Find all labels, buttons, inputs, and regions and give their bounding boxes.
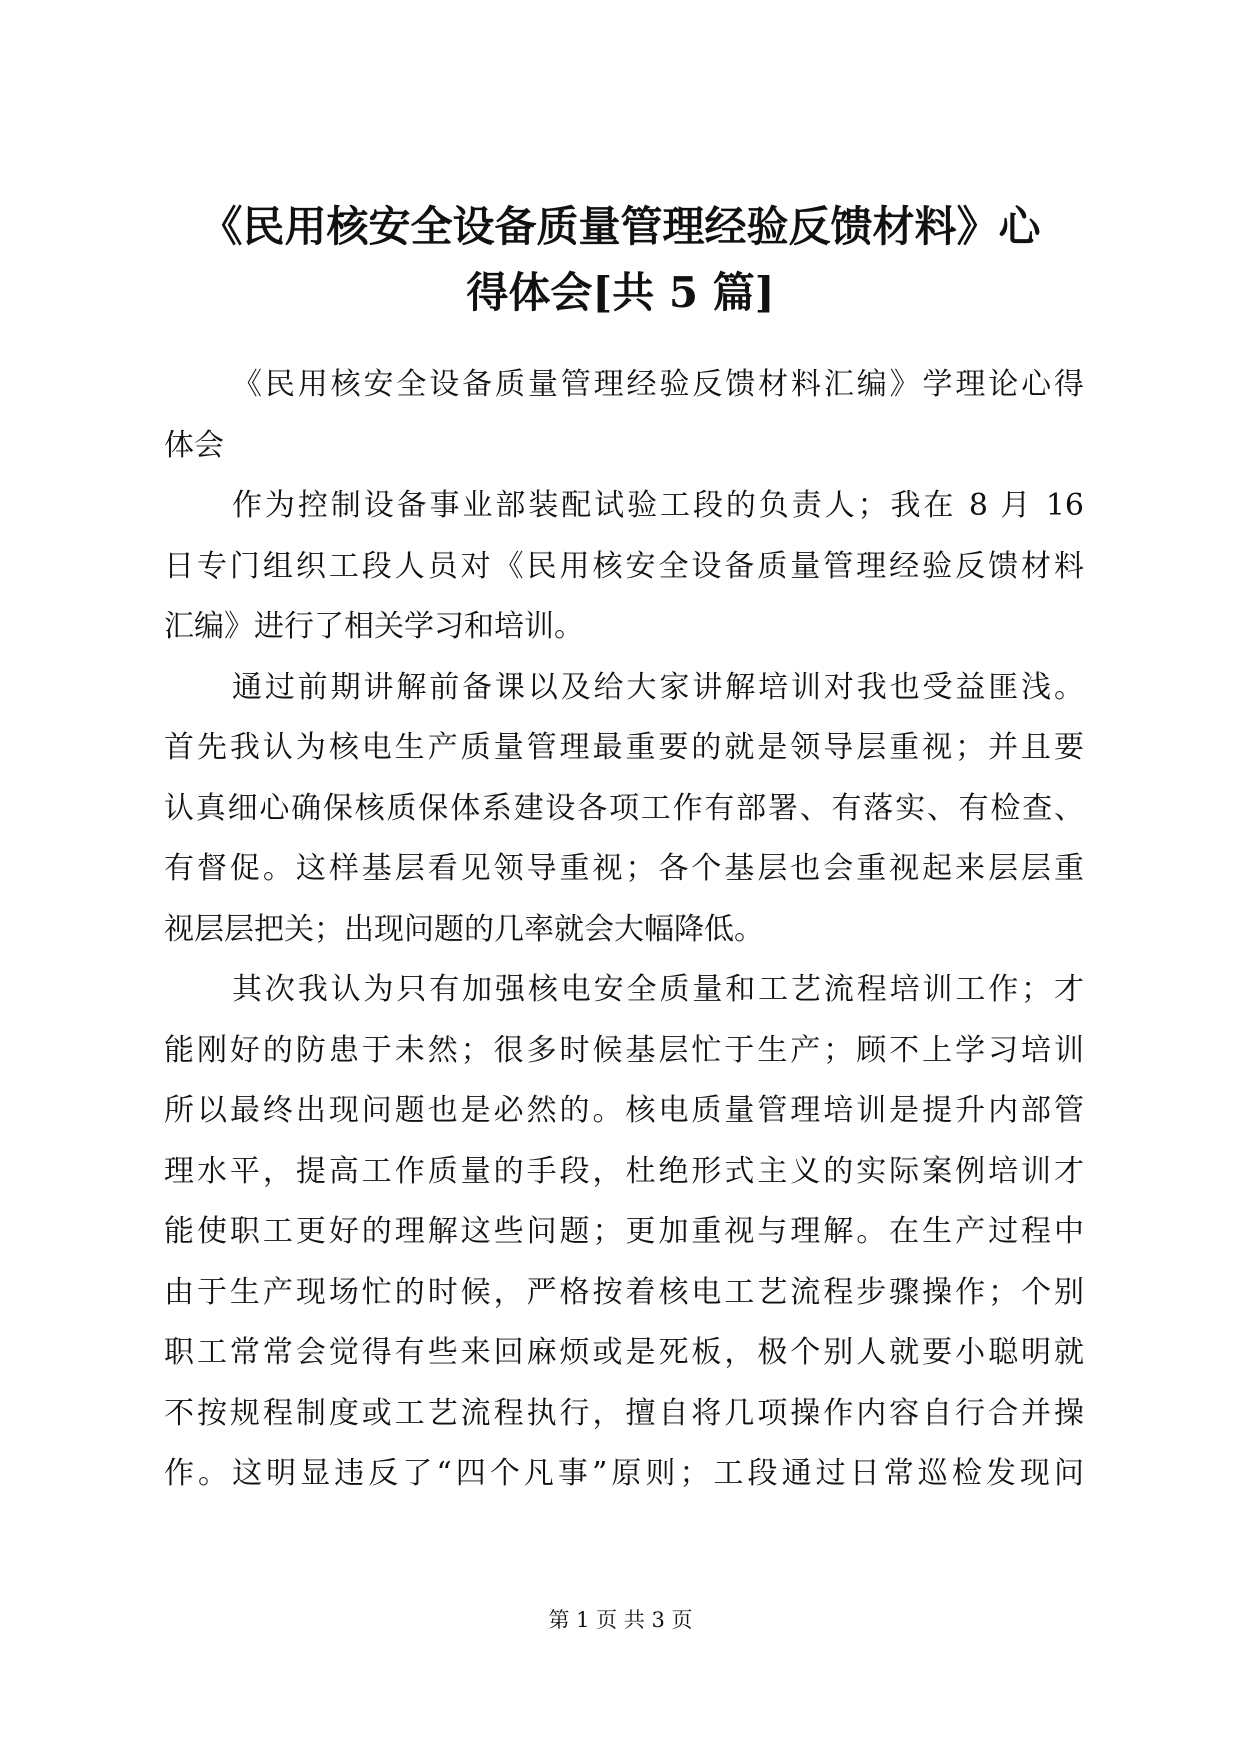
document-title-line-1: 《民用核安全设备质量管理经验反馈材料》心 — [200, 202, 1041, 251]
document-body — [164, 355, 1084, 1505]
text-line: 视层层把关；出现问题的几率就会大幅降低。 — [164, 911, 764, 947]
text-line: 日专门组织工段人员对《民用核安全设备质量管理经验反馈材料 — [164, 548, 1084, 584]
text-line: 《民用核安全设备质量管理经验反馈材料汇编》学理论心得 — [232, 367, 1084, 402]
text-line: 能刚好的防患于未然；很多时候基层忙于生产；顾不上学习培训 — [164, 1032, 1084, 1068]
text-line: 职工常常会觉得有些来回麻烦或是死板，极个别人就要小聪明就 — [164, 1335, 1084, 1370]
text-line: 其次我认为只有加强核电安全质量和工艺流程培训工作；才 — [232, 972, 1084, 1007]
text-line: 理水平，提高工作质量的手段，杜绝形式主义的实际案例培训才 — [164, 1153, 1084, 1189]
text-line: 作。这明显违反了“四个凡事”原则；工段通过日常巡检发现问 — [164, 1456, 1084, 1491]
text-line: 不按规程制度或工艺流程执行，擅自将几项操作内容自行合并操 — [164, 1395, 1084, 1431]
text-line: 有督促。这样基层看见领导重视；各个基层也会重视起来层层重 — [164, 851, 1084, 886]
text-line: 所以最终出现问题也是必然的。核电质量管理培训是提升内部管 — [164, 1093, 1084, 1128]
text-line: 汇编》进行了相关学习和培训。 — [164, 609, 584, 644]
text-line: 作为控制设备事业部装配试验工段的负责人；我在 8 月 16 — [232, 488, 1084, 523]
text-line: 认真细心确保核质保体系建设各项工作有部署、有落实、有检查、 — [164, 790, 1084, 826]
text-line: 能使职工更好的理解这些问题；更加重视与理解。在生产过程中 — [164, 1214, 1084, 1249]
text-line: 首先我认为核电生产质量管理最重要的就是领导层重视；并且要 — [164, 730, 1084, 765]
document-title-line-2: 得体会[共 5 篇] — [466, 268, 775, 317]
text-line: 由于生产现场忙的时候，严格按着核电工艺流程步骤操作；个别 — [164, 1274, 1084, 1310]
text-line: 通过前期讲解前备课以及给大家讲解培训对我也受益匪浅。 — [232, 669, 1084, 705]
text-line: 体会 — [164, 427, 224, 463]
page-footer: 第 1 页 共 3 页 — [548, 1608, 693, 1632]
